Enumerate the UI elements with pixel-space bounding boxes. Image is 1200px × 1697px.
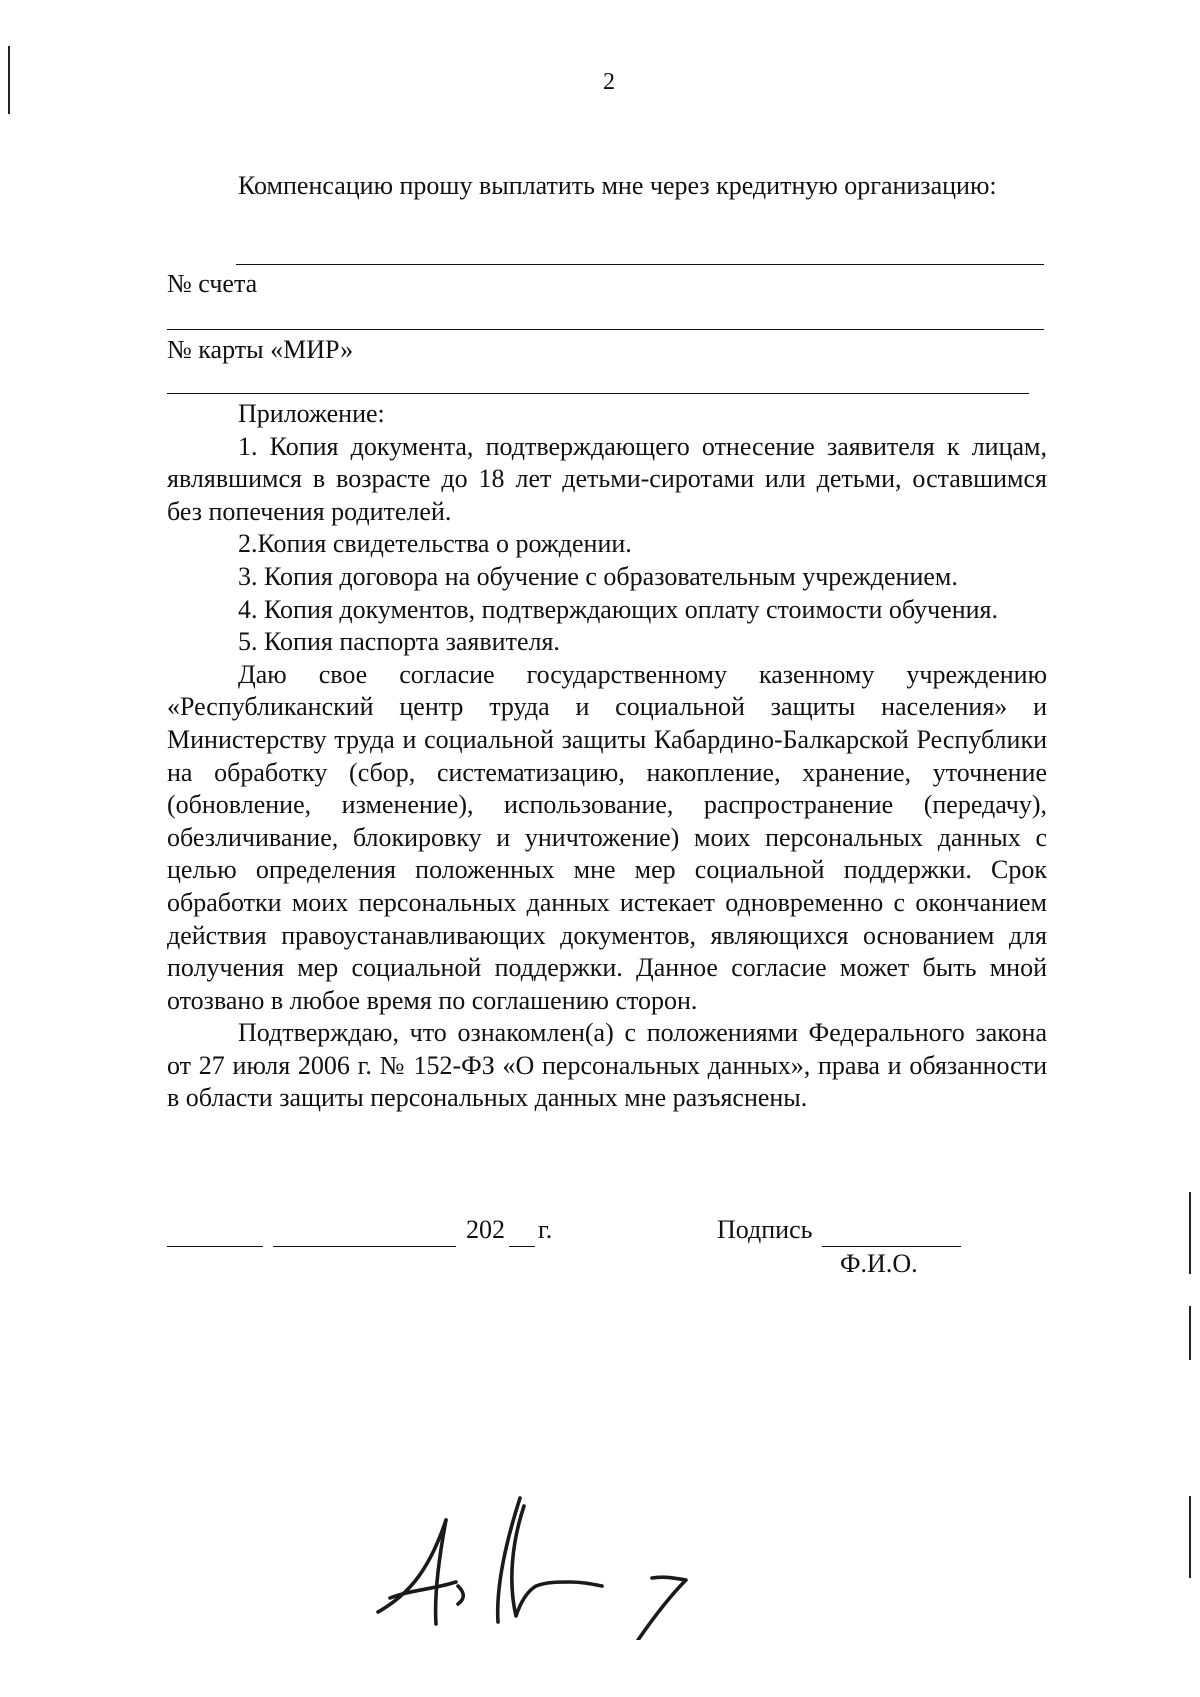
card-number-label: № карты «МИР»	[167, 335, 354, 364]
scan-edge-mark	[1189, 1306, 1191, 1360]
full-name-label: Ф.И.О.	[840, 1249, 918, 1278]
handwritten-signature	[370, 1490, 710, 1640]
card-number-line	[167, 393, 1029, 394]
scan-edge-mark	[1189, 1192, 1191, 1274]
attachments-section	[167, 398, 1047, 1115]
attachment-item: 4. Копия документов, подтверждающих оплату стоимости обучения.	[238, 594, 999, 624]
consent-paragraph: Даю свое согласие государственному казенному учреждению «Республиканский центр труда и социальной защиты населения» и Министерству труда и социальной защиты Кабардино-Балкарской Республики на обработку (сбор, систематизацию, накопление, хранение, уточнение (обновление, изменение), использование, распространение (передачу), обезличивание, блокировку и уничтожение) моих персональных данных с целью определения положенных мне мер социальной поддержки. Срок обработки моих персональных данных истекает одновременно с окончанием действия правоустанавливающих документов, являющихся основанием для получения мер социальной поддержки. Данное согласие может быть мной отозвано в любое время по соглашению сторон.	[167, 659, 1047, 1015]
account-number-line	[167, 329, 1044, 330]
year-prefix: 202	[466, 1215, 505, 1244]
account-number-label: № счета	[167, 269, 258, 298]
acknowledgement-paragraph: Подтверждаю, что ознакомлен(а) с положениями Федерального закона от 27 июля 2006 г. № 152-ФЗ «О персональных данных», права и обязанности в области защиты персональных данных мне разъяснены.	[167, 1018, 1047, 1113]
page-number: 2	[603, 69, 615, 95]
scan-edge-mark	[1189, 1496, 1191, 1578]
attachment-item: 5. Копия паспорта заявителя.	[238, 627, 560, 657]
year-suffix: г.	[538, 1215, 553, 1244]
attachment-item: 2.Копия свидетельства о рождении.	[238, 529, 632, 559]
day-line	[167, 1246, 263, 1247]
payment-request-text: Компенсацию прошу выплатить мне через кредитную организацию:	[238, 171, 997, 200]
month-line	[273, 1246, 456, 1247]
signature-line	[822, 1246, 961, 1247]
attachments-heading: Приложение:	[238, 399, 385, 428]
attachment-item: 3. Копия договора на обучение с образовательным учреждением.	[238, 561, 958, 591]
bank-name-line	[236, 264, 1044, 265]
year-line	[509, 1246, 535, 1247]
attachment-item: 1. Копия документа, подтверждающего отнесение заявителя к лицам, являвшимся в возрасте до 18 лет детьми-сиротами или детьми, оставшимся без попечения родителей.	[167, 431, 1047, 526]
signature-label: Подпись	[717, 1215, 813, 1244]
